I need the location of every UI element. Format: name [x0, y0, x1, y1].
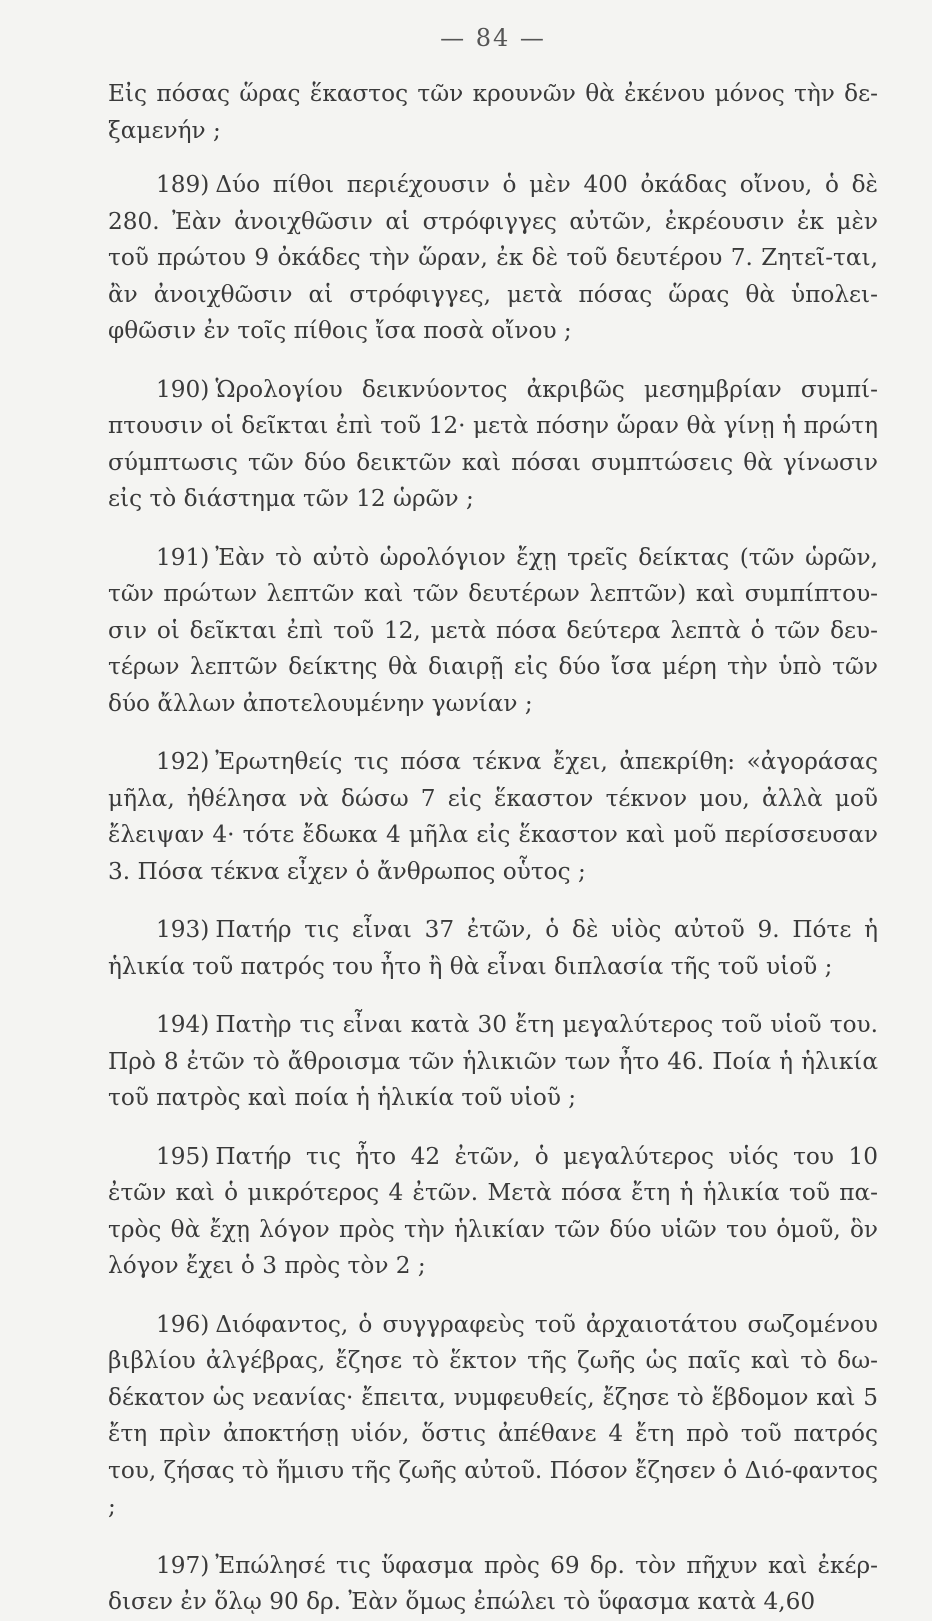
- problem-number: 195): [156, 1142, 210, 1170]
- problem-number: 197): [156, 1551, 210, 1579]
- problem-197: [108, 1548, 878, 1621]
- problem-text: Ἐρωτηθείς τις πόσα τέκνα ἔχει, ἀπεκρίθη: «ἀγοράσας μῆλα, ἠθέλησα νὰ δώσω 7 εἰς ἕκαστον τέκνον μου, ἀλλὰ μοῦ ἔλειψαν 4· τότε ἔδωκα 4 μῆλα εἰς ἕκαστον καὶ μοῦ περίσσευσαν 3. Πόσα τέκνα εἶχεν ὁ ἄνθρωπος οὗτος ;: [108, 748, 878, 885]
- paragraph-text: Εἰς πόσας ὥρας ἕκαστος τῶν κρουνῶν θὰ ἐκένου μόνος τὴν δε-ξαμενήν ;: [108, 80, 878, 144]
- problem-192: [108, 744, 878, 890]
- problem-text: Πατὴρ τις εἶναι κατὰ 30 ἔτη μεγαλύτερος τοῦ υἱοῦ του. Πρὸ 8 ἐτῶν τὸ ἄθροισμα τῶν ἡλικιῶν των ἦτο 46. Ποία ἡ ἡλικία τοῦ πατρὸς καὶ ποία ἡ ἡλικία τοῦ υἱοῦ ;: [108, 1011, 878, 1111]
- problem-number: 192): [156, 748, 210, 775]
- problem-189: [108, 167, 878, 350]
- problem-text: Ὡρολογίου δεικνύοντος ἀκριβῶς μεσημβρίαν συμπί-πτουσιν οἱ δεῖκται ἐπὶ τοῦ 12· μετὰ πόσην ὥραν θὰ γίνῃ ἡ πρώτη σύμπτωσις τῶν δύο δεικτῶν καὶ πόσαι συμπτώσεις θὰ γίνωσιν εἰς τὸ διάστημα τῶν 12 ὡρῶν ;: [108, 375, 878, 512]
- problem-text: Πατήρ τις εἶναι 37 ἐτῶν, ὁ δὲ υἱὸς αὐτοῦ 9. Πότε ἡ ἡλικία τοῦ πατρός του ἦτο ἢ θὰ εἶναι διπλασία τῆς τοῦ υἱοῦ ;: [108, 916, 878, 980]
- paragraph-continuation: [108, 76, 878, 149]
- problem-194: [108, 1007, 878, 1117]
- problem-text: Πατήρ τις ἦτο 42 ἐτῶν, ὁ μεγαλύτερος υἱός του 10 ἐτῶν καὶ ὁ μικρότερος 4 ἐτῶν. Μετὰ πόσα ἔτη ἡ ἡλικία τοῦ πα-τρὸς θὰ ἔχῃ λόγον πρὸς τὴν ἡλικίαν τῶν δύο υἱῶν του ὁμοῦ, ὃν λόγον ἔχει ὁ 3 πρὸς τὸν 2 ;: [108, 1142, 878, 1279]
- problem-190: [108, 372, 878, 518]
- problem-195: [108, 1139, 878, 1285]
- problem-number: 196): [156, 1310, 210, 1338]
- problem-number: 189): [156, 171, 210, 198]
- problem-number: 191): [156, 543, 210, 571]
- problem-text: Ἐπώλησέ τις ὕφασμα πρὸς 69 δρ. τὸν πῆχυν καὶ ἐκέρ-δισεν ἐν ὅλῳ 90 δρ. Ἐὰν ὅμως ἐπώλει τὸ ὕφασμα κατὰ 4,60: [108, 1551, 878, 1615]
- problem-number: 190): [156, 375, 210, 403]
- page-number: — 84 —: [440, 24, 546, 52]
- problem-text: Δύο πίθοι περιέχουσιν ὁ μὲν 400 ὀκάδας οἴνου, ὁ δὲ 280. Ἐὰν ἀνοιχθῶσιν αἱ στρόφιγγες αὐτῶν, ἐκρέουσιν ἐκ μὲν τοῦ πρώτου 9 ὀκάδες τὴν ὥραν, ἐκ δὲ τοῦ δευτέρου 7. Ζητεῖ-ται, ἂν ἀνοιχθῶσιν αἱ στρόφιγγες, μετὰ πόσας ὥρας θὰ ὑπολει-φθῶσιν ἐν τοῖς πίθοις ἴσα ποσὰ οἴνου ;: [108, 171, 878, 344]
- problem-number: 193): [156, 916, 210, 943]
- problem-text: Ἐὰν τὸ αὐτὸ ὡρολόγιον ἔχῃ τρεῖς δείκτας (τῶν ὡρῶν, τῶν πρώτων λεπτῶν καὶ τῶν δευτέρων λεπτῶν) καὶ συμπίπτου-σιν οἱ δεῖκται ἐπὶ τοῦ 12, μετὰ πόσα δεύτερα λεπτὰ ὁ τῶν δευ-τέρων λεπτῶν δείκτης θὰ διαιρῇ εἰς δύο ἴσα μέρη τὴν ὑπὸ τῶν δύο ἄλλων ἀποτελουμένην γωνίαν ;: [108, 543, 878, 717]
- problem-193: [108, 912, 878, 985]
- problem-196: [108, 1307, 878, 1526]
- problem-191: [108, 540, 878, 723]
- problem-text: Διόφαντος, ὁ συγγραφεὺς τοῦ ἀρχαιοτάτου σωζομένου βιβλίου ἀλγέβρας, ἔζησε τὸ ἕκτον τῆς ζωῆς ὡς παῖς καὶ τὸ δω-δέκατον ὡς νεανίας· ἔπειτα, νυμφευθείς, ἔζησε τὸ ἕβδομον καὶ 5 ἔτη πρὶν ἀποκτήσῃ υἱόν, ὅστις ἀπέθανε 4 ἔτη πρὸ τοῦ πατρός του, ζήσας τὸ ἥμισυ τῆς ζωῆς αὐτοῦ. Πόσον ἔζησεν ὁ Διό-φαντος ;: [108, 1310, 878, 1520]
- problem-number: 194): [156, 1011, 210, 1038]
